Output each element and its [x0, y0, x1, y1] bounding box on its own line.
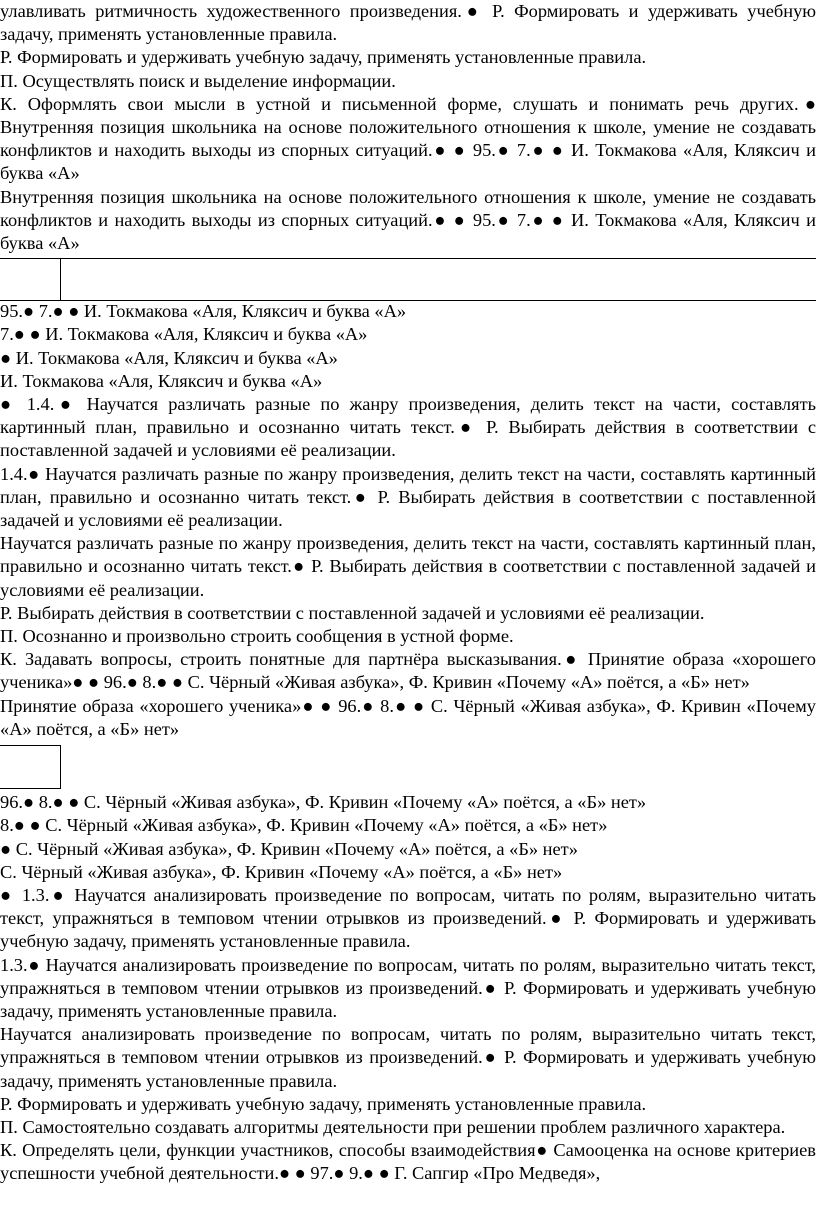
text-block-middle: [0, 300, 816, 741]
table-border-top: [0, 258, 816, 259]
paragraph: П. Осуществлять поиск и выделение информации.: [0, 70, 396, 91]
paragraph: П. Самостоятельно создавать алгоритмы деятельности при решении проблем различного характера.: [0, 1116, 786, 1137]
paragraph: Р. Выбирать действия в соответствии с поставленной задачей и условиями её реализации.: [0, 602, 705, 623]
table-fragment-2: [0, 745, 816, 791]
paragraph: улавливать ритмичность художественного произведения.● Р. Формировать и удерживать учебную задачу, применять установленные правила.: [0, 1, 816, 45]
paragraph: 96.● 8.● ● С. Чёрный «Живая азбука», Ф. Кривин «Почему «А» поётся, а «Б» нет»: [0, 792, 647, 813]
paragraph: ● 1.4.● Научатся различать разные по жанру произведения, делить текст на части, составлять картинный план, правильно и осознанно читать текст.● Р. Выбирать действия в соответствии с поставленной задачей и условиями её реализации.: [0, 394, 816, 461]
table-cell: [0, 745, 61, 789]
paragraph: Научатся анализировать произведение по вопросам, читать по ролям, выразительно читать текст, упражняться в темповом чтении отрывков из произведений.● Р. Формировать и удерживать учебную задачу, применять установленные правила.: [0, 1024, 816, 1091]
text-block-bottom: [0, 791, 816, 1185]
table-border-bottom: [0, 300, 816, 301]
paragraph: И. Токмакова «Аля, Кляксич и буква «А»: [0, 370, 323, 391]
paragraph: 7.● ● И. Токмакова «Аля, Кляксич и буква «А»: [0, 324, 368, 345]
text-block-top: [0, 0, 816, 255]
paragraph: Принятие образа «хорошего ученика»● ● 96.● 8.● ● С. Чёрный «Живая азбука», Ф. Кривин «Почему «А» поётся, а «Б» нет»: [0, 695, 816, 739]
paragraph: К. Определять цели, функции участников, способы взаимодействия● Самооценка на основе критериев успешности учебной деятельности.● ● 97.● 9.● ● Г. Сапгир «Про Медведя»,: [0, 1140, 816, 1184]
paragraph: Научатся различать разные по жанру произведения, делить текст на части, составлять картинный план, правильно и осознанно читать текст.● Р. Выбирать действия в соответствии с поставленной задачей и условиями её реализации.: [0, 533, 816, 600]
paragraph: Р. Формировать и удерживать учебную задачу, применять установленные правила.: [0, 47, 647, 68]
paragraph: ● И. Токмакова «Аля, Кляксич и буква «А»: [0, 347, 338, 368]
paragraph: ● 1.3.● Научатся анализировать произведение по вопросам, читать по ролям, выразительно читать текст, упражняться в темповом чтении отрывков из произведений.● Р. Формировать и удерживать учебную задачу, применять установленные правила.: [0, 884, 816, 952]
paragraph: Внутренняя позиция школьника на основе положительного отношения к школе, умение не создавать конфликтов и находить выходы из спорных ситуаций.● ● 95.● 7.● ● И. Токмакова «Аля, Кляксич и буква «А»: [0, 186, 816, 254]
paragraph: П. Осознанно и произвольно строить сообщения в устной форме.: [0, 626, 514, 647]
paragraph: С. Чёрный «Живая азбука», Ф. Кривин «Почему «А» поётся, а «Б» нет»: [0, 861, 563, 882]
paragraph: 1.4.● Научатся различать разные по жанру произведения, делить текст на части, составлять картинный план, правильно и осознанно читать текст.● Р. Выбирать действия в соответствии с поставленной задачей и условиями её реализации.: [0, 463, 816, 531]
table-column-divider: [60, 258, 61, 300]
paragraph: ● С. Чёрный «Живая азбука», Ф. Кривин «Почему «А» поётся, а «Б» нет»: [0, 838, 578, 859]
paragraph: Р. Формировать и удерживать учебную задачу, применять установленные правила.: [0, 1093, 647, 1114]
paragraph: 1.3.● Научатся анализировать произведение по вопросам, читать по ролям, выразительно читать текст, упражняться в темповом чтении отрывков из произведений.● Р. Формировать и удерживать учебную задачу, применять установленные правила.: [0, 954, 816, 1021]
paragraph: К. Задавать вопросы, строить понятные для партнёра высказывания.● Принятие образа «хорошего ученика»● ● 96.● 8.● ● С. Чёрный «Живая азбука», Ф. Кривин «Почему «А» поётся, а «Б» нет»: [0, 649, 816, 693]
table-fragment-1: [0, 256, 816, 300]
paragraph: 95.● 7.● ● И. Токмакова «Аля, Кляксич и буква «А»: [0, 301, 407, 322]
paragraph: К. Оформлять свои мысли в устной и письменной форме, слушать и понимать речь других.● Внутренняя позиция школьника на основе положительного отношения к школе, умение не создавать конфликтов и находить выходы из спорных ситуаций.● ● 95.● 7.● ● И. Токмакова «Аля, Кляксич и буква «А»: [0, 93, 816, 184]
paragraph: 8.● ● С. Чёрный «Живая азбука», Ф. Кривин «Почему «А» поётся, а «Б» нет»: [0, 815, 608, 836]
